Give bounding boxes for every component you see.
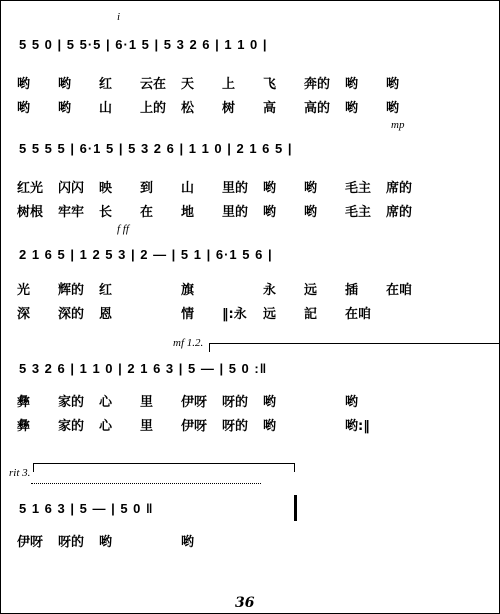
notes-line: 5 5 0 | 5 5·5 | 6·1 5 | 5 3 2 6 | 1 1 0 | [19, 37, 268, 52]
page-number: 36 [235, 595, 255, 611]
lyrics-verse-1: 伊呀 呀的 哟 哟 [17, 535, 195, 550]
marking: i [117, 11, 121, 23]
notes-line: 5 1 6 3 | 5 — | 5 0 ‖ [19, 501, 154, 516]
lyrics-verse-2: 哟 哟 山 上的 松 树 高 高的 哟 哟 [17, 101, 400, 116]
ritardando-line [31, 483, 261, 484]
marking: f ff [117, 223, 129, 235]
lyrics-verse-2: 树根 牢牢 长 在 地 里的 哟 哟 毛主 席的 [17, 205, 413, 220]
lyrics-verse-1: 红光 闪闪 映 到 山 里的 哟 哟 毛主 席的 [17, 181, 413, 196]
lyrics-verse-2: 彝 家的 心 里 伊呀 呀的 哟 哟:‖ [17, 419, 370, 434]
marking: mp [391, 119, 405, 131]
notes-line: 2 1 6 5 | 1 2 5 3 | 2 — | 5 1 | 6·1 5 6 | [19, 247, 273, 262]
notes-line: 5 5 5 5 | 6·1 5 | 5 3 2 6 | 1 1 0 | 2 1 6 5 | [19, 141, 293, 156]
lyrics-verse-2: 深 深的 恩 情 ‖:永 远 記 在咱 [17, 307, 372, 322]
marking: rit 3. [9, 467, 31, 479]
lyrics-verse-1: 彝 家的 心 里 伊呀 呀的 哟 哟 [17, 395, 359, 410]
volta-bracket [209, 343, 500, 352]
lyrics-verse-1: 光 辉的 红 旗 永 远 插 在咱 [17, 283, 413, 298]
final-barline [294, 495, 297, 521]
notes-line: 5 3 2 6 | 1 1 0 | 2 1 6 3 | 5 — | 5 0 :‖ [19, 361, 268, 376]
marking: mf 1.2. [173, 337, 204, 349]
volta-bracket [33, 463, 295, 472]
lyrics-verse-1: 哟 哟 红 云在 天 上 飞 奔的 哟 哟 [17, 77, 400, 92]
